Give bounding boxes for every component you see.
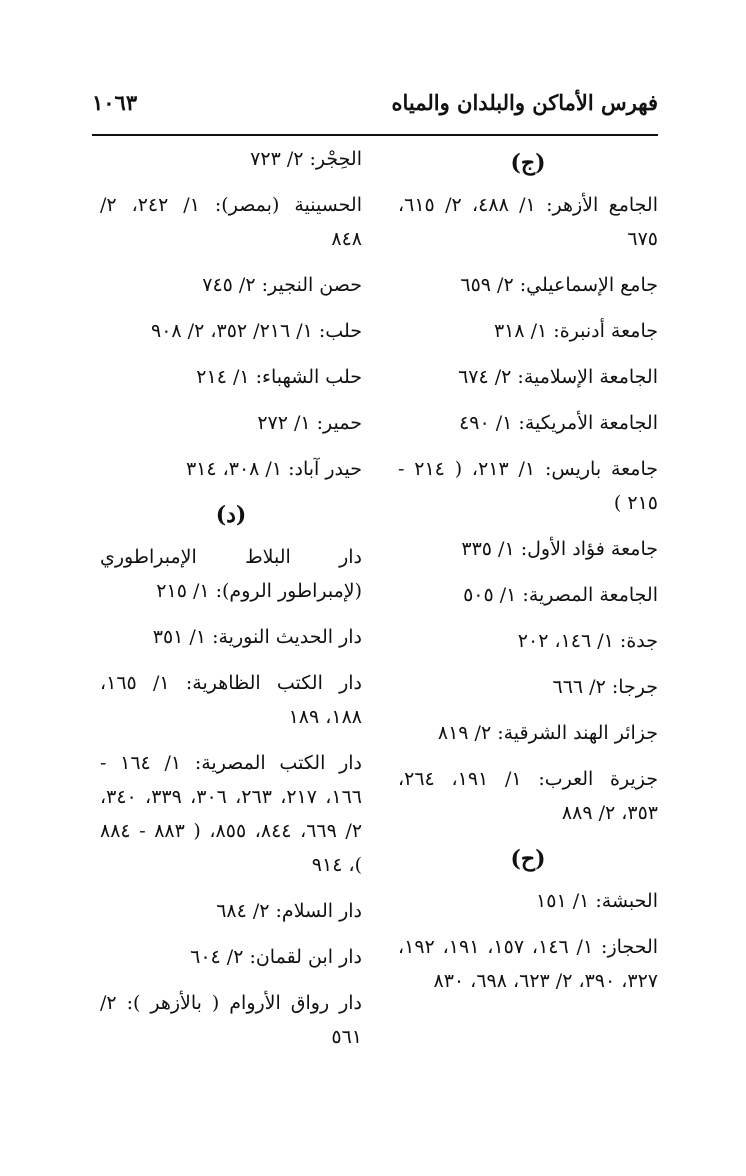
- index-column-left: [100, 142, 362, 1066]
- index-entry: حلب: ١/ ٢١٦/ ٣٥٢، ٢/ ٩٠٨: [151, 320, 362, 342]
- index-entry: الجامعة الأمريكية: ١/ ٤٩٠: [459, 412, 658, 434]
- index-entry: جامعة أدنبرة: ١/ ٣١٨: [493, 320, 658, 342]
- index-entry: دار البلاط الإمبراطوري (لإمبراطور الروم): ١/ ٢١٥: [100, 546, 362, 602]
- index-entry: دار السلام: ٢/ ٦٨٤: [216, 900, 362, 922]
- index-entry: جامعة فؤاد الأول: ١/ ٣٣٥: [461, 538, 658, 560]
- index-entry: حلب الشهباء: ١/ ٢١٤: [196, 366, 362, 388]
- index-entry: الحسينية (بمصر): ١/ ٢٤٢، ٢/ ٨٤٨: [100, 194, 362, 250]
- section-letter: (ج): [510, 150, 546, 176]
- section-letter: (د): [215, 502, 247, 528]
- running-title: فهرس الأماكن والبلدان والمياه: [391, 90, 658, 115]
- index-entry: جرجا: ٢/ ٦٦٦: [552, 676, 658, 698]
- index-entry: الحجاز: ١/ ١٤٦، ١٥٧، ١٩١، ١٩٢، ٣٢٧، ٣٩٠، ٢/ ٦٢٣، ٦٩٨، ٨٣٠: [398, 936, 659, 992]
- index-entry: دار الكتب الظاهرية: ١/ ١٦٥، ١٨٨، ١٨٩: [100, 672, 362, 728]
- index-entry: جامع الإسماعيلي: ٢/ ٦٥٩: [460, 274, 658, 296]
- index-entry: دار رواق الأروام ( بالأزهر ): ٢/ ٥٦١: [100, 992, 362, 1048]
- index-entry: الجامعة الإسلامية: ٢/ ٦٧٤: [458, 366, 658, 388]
- index-entry: دار الحديث النورية: ١/ ٣٥١: [152, 626, 362, 648]
- index-entry: جدة: ١/ ١٤٦، ٢٠٢: [517, 630, 658, 652]
- index-entry: دار الكتب المصرية: ١/ ١٦٤ - ١٦٦، ٢١٧، ٢٦٣، ٣٠٦، ٣٣٩، ٣٤٠، ٢/ ٦٦٩، ٨٤٤، ٨٥٥، ( ٨٨٣ - ٨٨٤ )، ٩١٤: [100, 752, 363, 876]
- index-entry: الجامع الأزهر: ١/ ٤٨٨، ٢/ ٦١٥، ٦٧٥: [398, 194, 658, 250]
- index-entry: الحبشة: ١/ ١٥١: [536, 890, 658, 912]
- index-entry: الحِجْر: ٢/ ٧٢٣: [250, 148, 362, 170]
- index-entry: جزائر الهند الشرقية: ٢/ ٨١٩: [437, 722, 658, 744]
- section-letter: (ح): [510, 846, 546, 872]
- index-entry: جامعة باريس: ١/ ٢١٣، ( ٢١٤ - ٢١٥ ): [398, 458, 659, 514]
- index-entry: جزيرة العرب: ١/ ١٩١، ٢٦٤، ٣٥٣، ٢/ ٨٨٩: [398, 768, 658, 824]
- header-rule: [92, 134, 658, 136]
- index-entry: دار ابن لقمان: ٢/ ٦٠٤: [190, 946, 362, 968]
- index-column-right: [398, 142, 658, 1010]
- page-header: [92, 88, 658, 128]
- page-number: ١٠٦٣: [92, 90, 138, 115]
- index-entry: حيدر آباد: ١/ ٣٠٨، ٣١٤: [185, 458, 362, 480]
- index-entry: حمير: ١/ ٢٧٢: [257, 412, 362, 434]
- index-entry: الجامعة المصرية: ١/ ٥٠٥: [463, 584, 658, 606]
- index-entry: حصن النجير: ٢/ ٧٤٥: [202, 274, 362, 296]
